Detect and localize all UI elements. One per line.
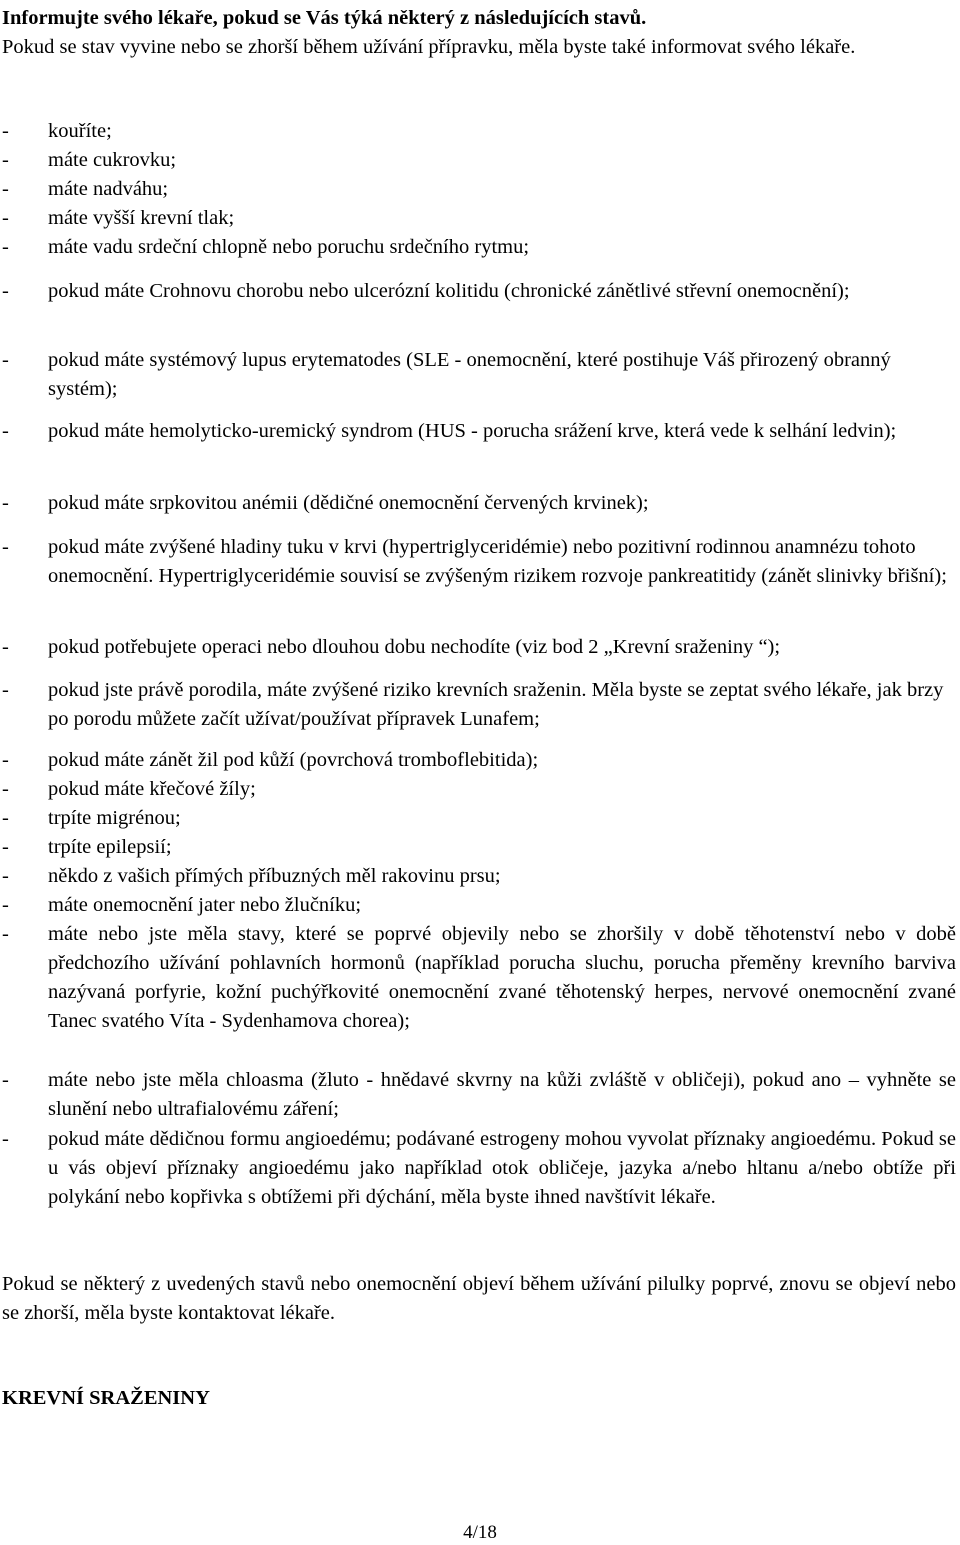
list-item [2,804,956,833]
list-item [2,1125,956,1212]
list-item [2,775,956,804]
list-item [2,175,956,204]
list-dash: - [2,207,9,229]
list-item-text: pokud potřebujete operaci nebo dlouhou dobu nechodíte (viz bod 2 „Krevní sraženiny “); [48,636,781,658]
list-item [2,676,956,734]
intro-block [2,4,952,62]
list-dash: - [2,1069,9,1091]
list-dash: - [2,679,9,701]
list-item-text: pokud máte hemolyticko-uremický syndrom (HUS - porucha srážení krve, která vede k selhání ledvin); [48,420,897,442]
list-item [2,233,956,262]
list-item [2,891,956,920]
list-item [2,533,956,591]
intro-heading: Informujte svého lékaře, pokud se Vás týká některý z následujících stavů. [2,7,647,29]
intro-text: Pokud se stav vyvine nebo se zhorší během užívání přípravku, měla byste také informovat svého lékaře. [2,36,856,58]
list-item-text: máte nebo jste měla stavy, které se poprvé objevily nebo se zhoršily v době těhotenství nebo v době předchozího užívání pohlavních hormonů (například porucha sluchu, porucha přeměny krevního barviva nazývaná porfyrie, kožní puchýřkovité onemocnění zvané těhotenský herpes, nervové onemocnění zvané Tanec svatého Víta - Sydenhamova chorea); [48,923,956,1032]
list-item [2,346,956,404]
list-item-text: máte vyšší krevní tlak; [48,207,235,229]
list-dash: - [2,492,9,514]
list-dash: - [2,178,9,200]
list-item [2,417,956,446]
list-dash: - [2,420,9,442]
list-dash: - [2,349,9,371]
list-item [2,277,956,306]
list-item [2,489,956,518]
list-dash: - [2,1128,9,1150]
list-dash: - [2,636,9,658]
list-item [2,146,956,175]
list-dash: - [2,749,9,771]
list-dash: - [2,865,9,887]
list-item-text: pokud máte dědičnou formu angioedému; podávané estrogeny mohou vyvolat příznaky angioedému. Pokud se u vás objeví příznaky angioedému jako například otok obličeje, jazyka a/nebo hltanu a/nebo obtíže při polykání nebo kopřivka s obtížemi při dýchání, měla byste ihned navštívit lékaře. [48,1128,956,1208]
list-dash: - [2,236,9,258]
list-item-text: pokud máte Crohnovu chorobu nebo ulcerózní kolitidu (chronické zánětlivé střevní onemocnění); [48,280,850,302]
list-item-text: trpíte epilepsií; [48,836,172,858]
list-item [2,1066,956,1124]
list-item-text: pokud máte srpkovitou anémii (dědičné onemocnění červených krvinek); [48,492,649,514]
list-item [2,833,956,862]
list-item-text: máte onemocnění jater nebo žlučníku; [48,894,362,916]
list-item-text: pokud jste právě porodila, máte zvýšené riziko krevních sraženin. Měla byste se zeptat svého lékaře, jak brzy po porodu můžete začít užívat/používat přípravek Lunafem; [48,679,944,730]
list-item [2,746,956,775]
list-dash: - [2,280,9,302]
list-item-text: pokud máte zánět žil pod kůží (povrchová tromboflebitida); [48,749,539,771]
list-item [2,920,956,1036]
list-item-text: máte nadváhu; [48,178,169,200]
list-dash: - [2,536,9,558]
list-dash: - [2,778,9,800]
list-item [2,117,956,146]
closing-paragraph: Pokud se některý z uvedených stavů nebo onemocnění objeví během užívání pilulky poprvé, znovu se objeví nebo se zhorší, měla byste kontaktovat lékaře. [2,1273,956,1324]
list-dash: - [2,923,9,945]
list-dash: - [2,836,9,858]
list-item-text: máte cukrovku; [48,149,177,171]
list-dash: - [2,149,9,171]
list-item-text: někdo z vašich přímých příbuzných měl rakovinu prsu; [48,865,501,887]
list-item-text: pokud máte systémový lupus erytematodes (SLE - onemocnění, které postihuje Váš přirozený obranný systém); [48,349,891,400]
list-dash: - [2,894,9,916]
list-item-text: pokud máte zvýšené hladiny tuku v krvi (hypertriglyceridémie) nebo pozitivní rodinnou anamnézu tohoto onemocnění. Hypertriglyceridémie souvisí se zvýšeným rizikem rozvoje pankreatitidy (zánět slinivky břišní); [48,536,947,587]
list-item [2,633,956,662]
page-number: 4/18 [463,1522,497,1543]
list-dash: - [2,807,9,829]
list-item [2,204,956,233]
list-item-text: máte nebo jste měla chloasma (žluto - hnědavé skvrny na kůži zvláště v obličeji), pokud ano – vyhněte se slunění nebo ultrafialovému záření; [48,1069,956,1120]
list-item-text: máte vadu srdeční chlopně nebo poruchu srdečního rytmu; [48,236,530,258]
list-item [2,862,956,891]
list-item-text: pokud máte křečové žíly; [48,778,256,800]
list-dash: - [2,120,9,142]
list-item-text: kouříte; [48,120,112,142]
section-heading: KREVNÍ SRAŽENINY [2,1387,210,1409]
list-item-text: trpíte migrénou; [48,807,181,829]
